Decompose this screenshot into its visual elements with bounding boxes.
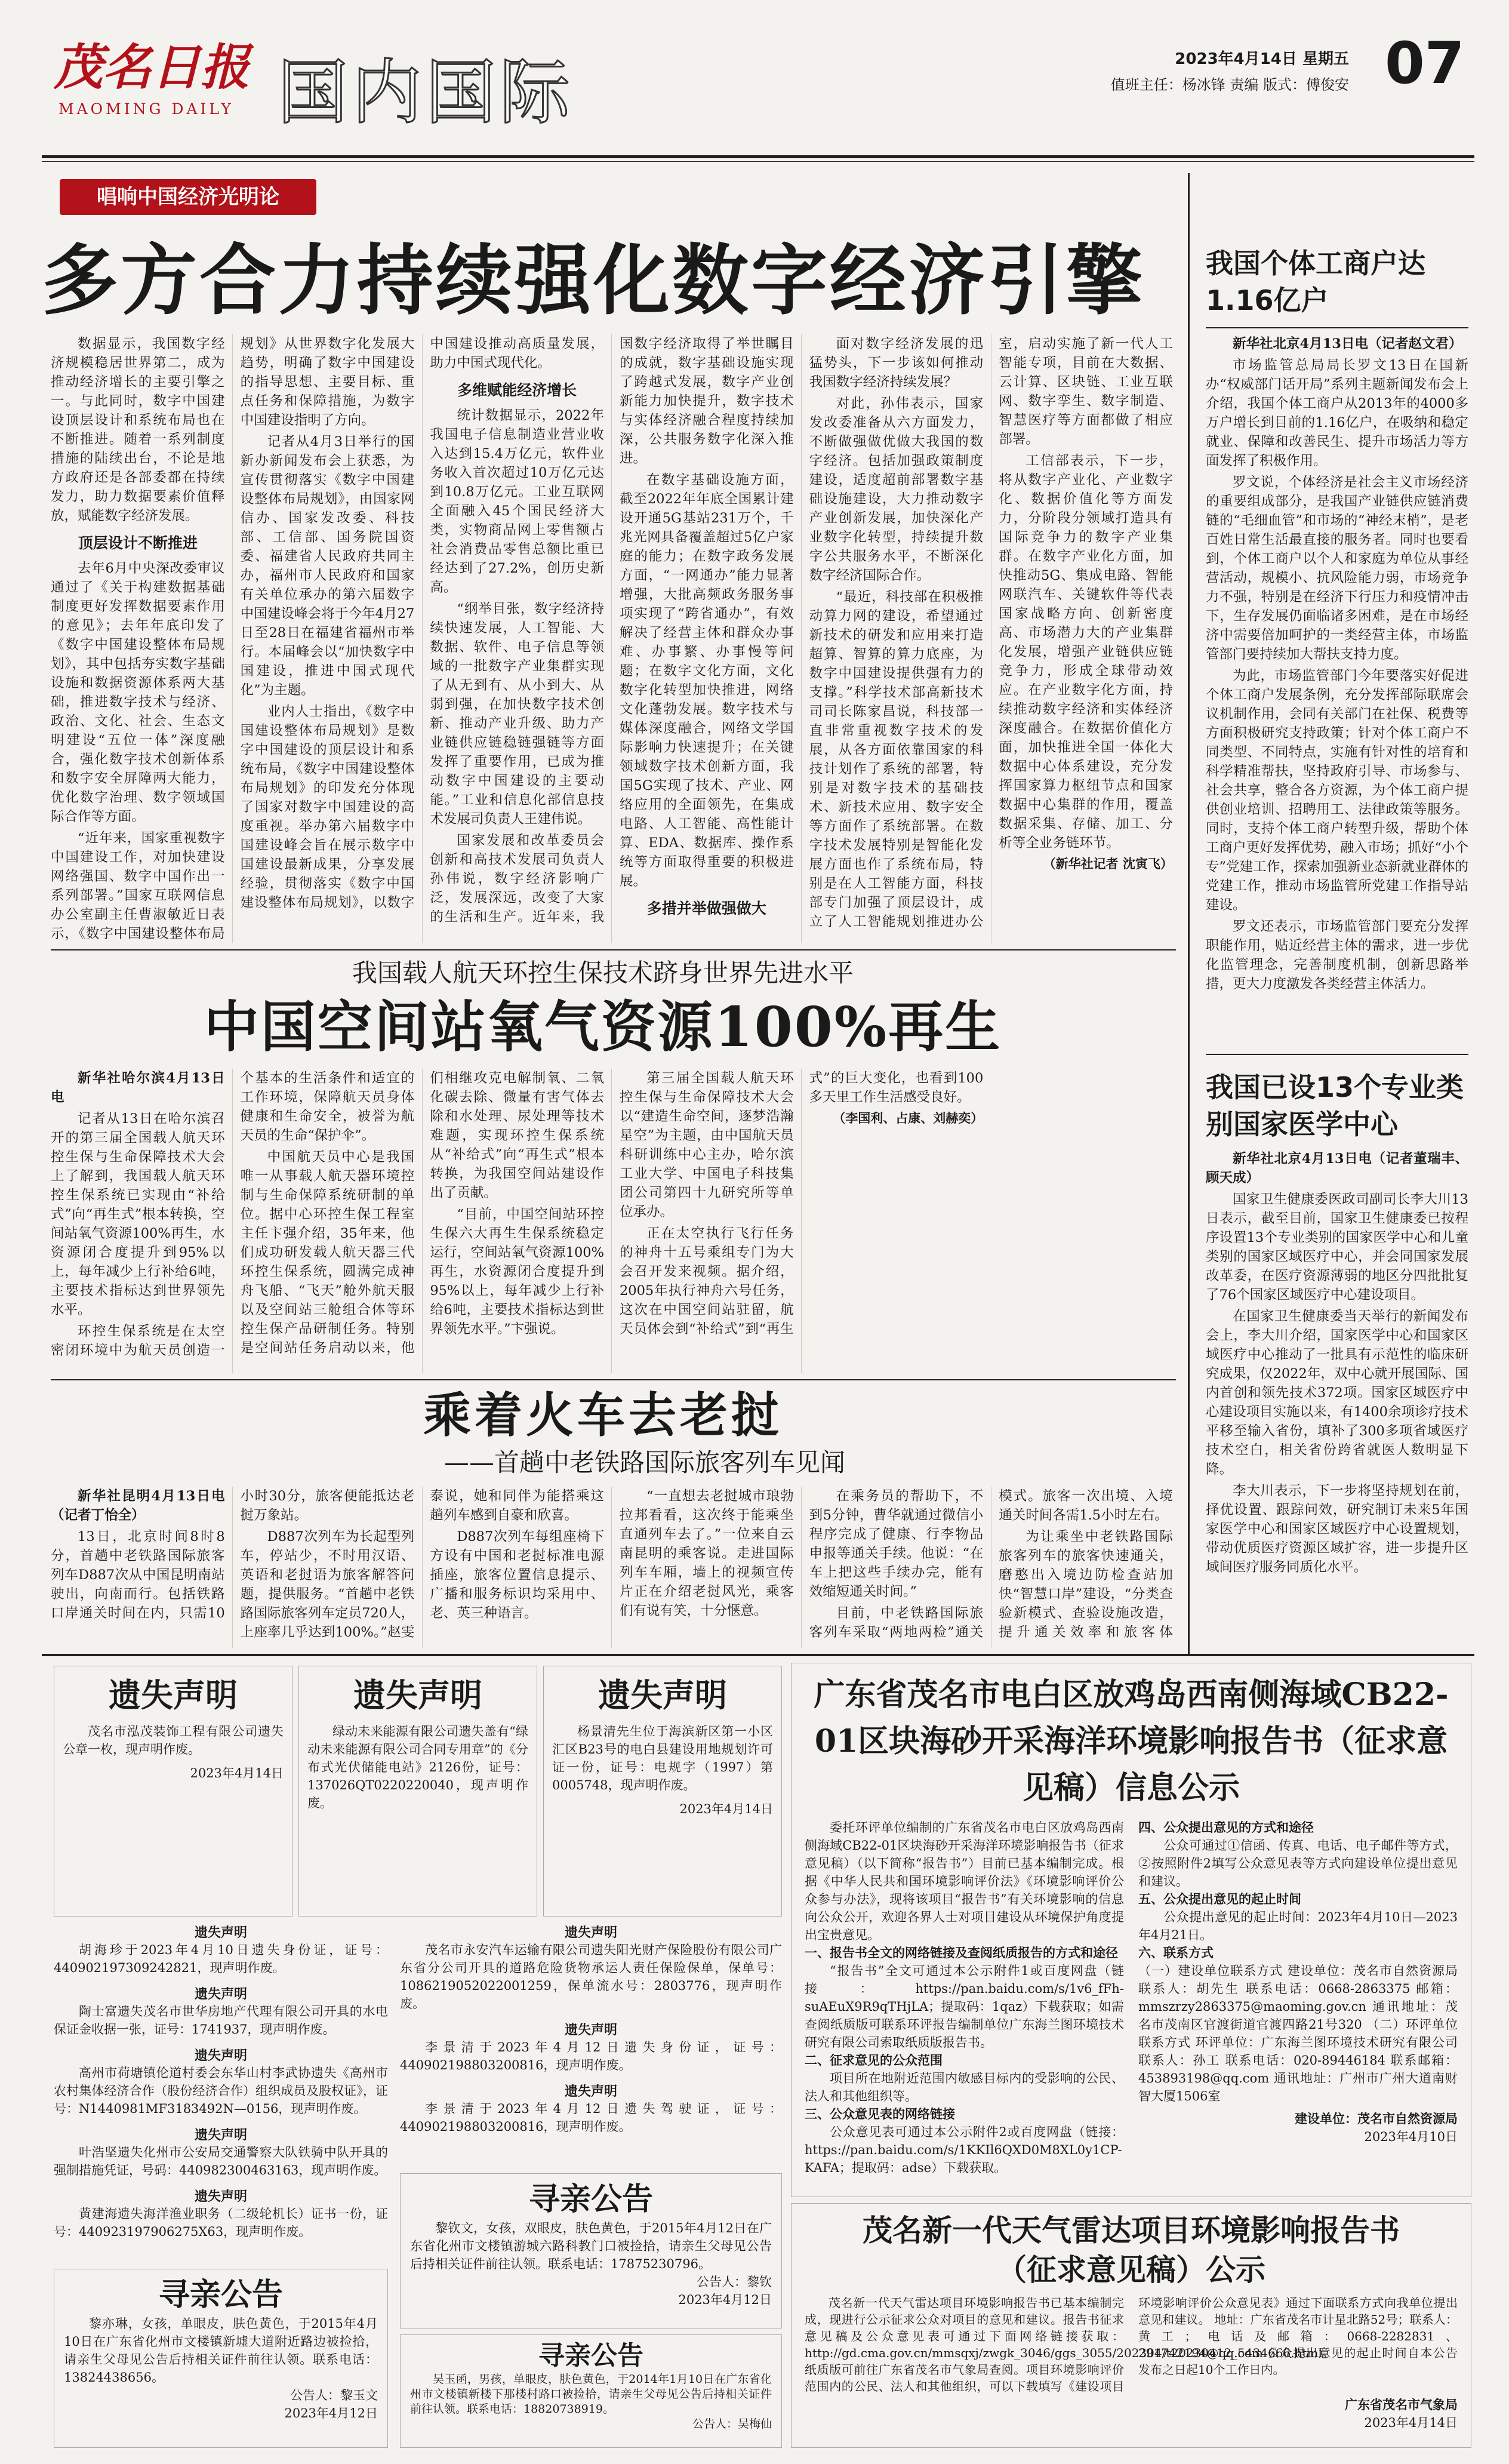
eia-notice-2 <box>791 2203 1471 2448</box>
lead-story-body: 数据显示，我国数字经济规模稳居世界第二，成为推动经济增长的主要引擎之一。与此同时，数字中国建设顶层设计和系统布局也在不断推进。随着一系列制度措施的陆续出台，不论是地方政府还是各部委都在持续发力，助力数据要素价值释放，赋能数字经济发展。 顶层设计不断推进 去年6月中央深改委审议通过了《关于构建数据基础制度更好发挥数据要素作用的意见》；去年年底印发了《数字中国建设整体布局规划》，其中包括夯实数字基础设施和数据资源体系两大基础，推进数字技术与经济、政治、文化、社会、生态文明建设“五位一体”深度融合，强化数字技术创新体系和数字安全屏障两大能力，优化数字治理、数字领域国际合作等方面。 “近年来，国家重视数字中国建设工作，对加快建设网络强国、数字中国作出一系列部署。”国家互联网信息办公室副主任曹淑敏近日表示，《数字中国建设整体布局规划》从世界数字化发展大趋势，明确了数字中国建设的指导思想、主要目标、重点任务和保障措施，为数字中国建设指明了方向。 记者从4月3日举行的国新办新闻发布会上获悉，为宣传贯彻落实《数字中国建设整体布局规划》，由国家网信办、国家发改委、科技部、工信部、国务院国资委、福建省人民政府共同主办，福州市人民政府和国家有关单位承办的第六届数字中国建设峰会将于今年4月27日至28日在福建省福州市举行。本届峰会以“加快数字中国建设，推进中国式现代化”为主题。 业内人士指出，《数字中国建设整体布局规划》是数字中国建设的顶层设计和系统布局，《数字中国建设整体布局规划》的印发充分体现了国家对数字中国建设的高度重视。举办第六届数字中国建设峰会旨在展示数字中国建设最新成果，分享发展经验，贯彻落实《数字中国建设整体布局规划》，以数字中国建设推动高质量发展，助力中国式现代化。 多维赋能经济增长 统计数据显示，2022年我国电子信息制造业营业收入达到15.4万亿元，软件业务收入首次超过10万亿元达到10.8万亿元。工业互联网全面融入45个国民经济大类，实物商品网上零售额占社会消费品零售总额比重已经达到了27.2%，创历史新高。 “纲举目张，数字经济持续快速发展，人工智能、大数据、软件、电子信息等领域的一批数字产业集群实现了从无到有、从小到大、从弱到强，在加快数字技术创新、推动产业升级、助力产业链供应链稳链强链等方面发挥了重要作用，已成为推动数字中国建设的主要动能。”工业和信息化部信息技术发展司负责人王建伟说。 国家发展和改革委员会创新和高技术发展司负责人孙伟说，数字经济影响广泛，发展深远，改变了大家的生活和生产。近年来，我国数字经济取得了举世瞩目的成就，数字基础设施实现了跨越式发展，数字产业创新能力加快提升，数字技术与实体经济融合程度持续加深，公共服务数字化深入推进。 在数字基础设施方面，截至2022年年底全国累计建设开通5G基站231万个，千兆光网具备覆盖超过5亿户家庭的能力；在数字政务发展方面，“一网通办”能力显著增强，大批高频政务服务事项实现了“跨省通办”，有效解决了经营主体和群众办事难、办事繁、办事慢等问题；在数字文化方面，文化数字化转型加快推进，网络文化蓬勃发展。数字技术与媒体深度融合，网络文学国际影响力快速提升；在关键领域数字技术创新方面，我国5G实现了技术、产业、网络应用的全面领先，在集成电路、人工智能、高性能计算、EDA、数据库、操作系统等方面取得重要的积极进展。 多措并举做强做大 面对数字经济发展的迅猛势头，下一步该如何推动我国数字经济持续发展？ 对此，孙伟表示，国家发改委准备从六方面发力，不断做强做优做大我国的数字经济。包括加强政策制度建设，适度超前部署数字基础设施建设，大力推动数字产业创新发展，加快深化产业数字化转型，持续提升数字公共服务水平，不断深化数字经济国际合作。 “最近，科技部在积极推动算力网的建设，希望通过新技术的研发和应用来打造超算、智算的算力底座，为数字中国建设提供强有力的支撑。”科学技术部高新技术司司长陈家昌说，科技部一直非常重视数字技术的发展，从各方面依靠国家的科技计划作了系统的部署，特别是对数字技术的基础技术、新技术应用、数字安全等方面作了系统部署。在数字技术发展特别是智能化发展方面也作了系统布局，特别是在人工智能方面，科技部专门加强了顶层设计，成立了人工智能规划推进办公室，启动实施了新一代人工智能专项，目前在大数据、云计算、区块链、工业互联网、数字孪生、数字制造、智慧医疗等方面都做了相应部署。 工信部表示，下一步，将从数字产业化、产业数字化、数据价值化等方面发力，分阶段分领域打造具有国际竞争力的数字产业集群。在数字产业化方面，加快推动5G、集成电路、智能网联汽车、关键软件等代表国家战略方向、创新密度高、市场潜力大的产业集群化发展，增强产业链供应链竞争力，形成全球带动效应。在产业数字化方面，持续推动数字经济和实体经济深度融合。在数据价值化方面，加快推进全国一体化大数据中心体系建设，充分发挥国家算力枢纽节点和国家数据中心集群的作用，覆盖数据采集、存储、加工、分析等全业务链环节。 （新华社记者 沈寅飞） <box>51 336 1173 942</box>
section-rule <box>51 1379 1176 1380</box>
lead-headline: 多方合力持续强化数字经济引擎 <box>42 236 1145 325</box>
lost-notices-middle <box>400 1922 782 2167</box>
notice-body: 高州市荷塘镇伦道村委会东华山村李武协遗失《高州市农村集体经济合作（股份经济合作）组织成员及股权证》，证号：N1440981MF3183492N—0156，现声明作废。 <box>54 2066 388 2116</box>
subhead: 多措并举做强做大 <box>646 900 766 917</box>
notice-title: 遗失声明 <box>564 2084 617 2099</box>
eia-intro: 委托环评单位编制的广东省茂名市电白区放鸡岛西南侧海域CB22-01区块海砂开采海洋环境影响报告书（征求意见稿）（以下简称“报告书”）目前已基本编制完成。根据《中华人民共和国环境影响评价法》《环境影响评价公众参与办法》，现将该项目“报告书”有关环境影响的信息向公众公开，欢迎各界人士对项目建设从环境保护角度提出宝贵意见。 <box>805 1820 1124 1942</box>
seek-family-notice <box>400 2173 782 2328</box>
editor-credits: 值班主任：杨冰锋 责编 版式：傅俊安 <box>1110 76 1349 93</box>
notice-title: 遗失声明 <box>598 1676 727 1714</box>
eia-date: 2023年4月14日 <box>1364 2416 1458 2430</box>
eia-item-text: （一）建设单位联系方式 建设单位：茂名市自然资源局 联系人：胡先生 联系电话：0668-2863375 邮箱：mmszrzy2863375@maoming.gov.cn 通讯地址：茂名市茂南区官渡街道官渡四路21号320 （二）环评单位联系方式 环评单位：广东海兰图环境技术研究有限公司 联系人：孙工 联系电话：020-89446184 联系邮箱：453893198@qq.com 通讯地址：广州市广州大道南财智大厦1506室 <box>1138 1964 1458 2103</box>
notice-body: 茂名市泓茂装饰工程有限公司遗失公章一枚，现声明作废。 <box>63 1724 284 1757</box>
lost-notice-box <box>543 1666 782 1917</box>
notice-body: 李景清于2023年4月12日遗失驾驶证，证号：440902198803200816，现声明作废。 <box>400 2102 782 2134</box>
notice-body: 黎钦文，女孩，双眼皮，肤色黄色，于2015年4月12日在广东省化州市文楼镇游城六路科教门口被捡拾，请亲生父母见公告后持相关证件前往认领。联系电话：17875230796。 <box>410 2221 772 2271</box>
notice-title: 遗失声明 <box>194 2189 247 2204</box>
page-number: 07 <box>1385 30 1465 97</box>
notice-body: 胡海珍于2023年4月10日遗失身份证，证号：440902197309242821，现声明作废。 <box>54 1943 388 1975</box>
sidebar-story-1: 新华社北京4月13日电（记者赵文君） 市场监管总局局长罗文13日在国新办“权威部门话开局”系列主题新闻发布会上介绍，我国个体工商户从2013年的4000多万户增长到目前的1.16亿户，在吸纳和稳定就业、保障和改善民生、提升市场活力等方面发挥了积极作用。 罗文说，个体经济是社会主义市场经济的重要组成部分，是我国产业链供应链消费链的“毛细血管”和市场的“神经末梢”，是老百姓日常生活最直接的服务者。同时也要看到，个体工商户以个人和家庭为单位从事经营活动，规模小、抗风险能力弱，市场竞争力不强，特别是在经济下行压力和疫情冲击下，生存发展仍面临诸多困难，是在市场经济中需要倍加呵护的一类经营主体，市场监管部门要持续加大帮扶支持力度。 为此，市场监管部门今年要落实好促进个体工商户发展条例，充分发挥部际联席会议机制作用，会同有关部门在社保、税费等方面积极研究支持政策；针对个体工商户不同类型、不同特点，实施有针对性的培育和科学精准帮扶，坚持政府引导、市场参与、社会共享，整合各方资源，为个体工商户提供创业培训、招聘用工、法律政策等服务。同时，支持个体工商户转型升级，帮助个体工商户更好发挥优势，融入市场；抓好“小个专”党建工作，探索加强新业态新就业群体的党建工作，推动市场监管所党建工作指导站建设。 罗文还表示，市场监管部门要充分发挥职能作用，贴近经营主体的需求，进一步优化监管理念，完善制度机制，创新思路举措，更大力度激发各类经营主体活力。 <box>1206 336 1468 992</box>
notice-body: 黄建海遗失海洋渔业职务（二级轮机长）证书一份，证号：440923197906275X63，现声明作废。 <box>54 2207 388 2239</box>
notice-title: 寻亲公告 <box>528 2182 653 2217</box>
lost-notice-box <box>298 1666 537 1917</box>
train-headline: 乘着火车去老挝 <box>423 1387 783 1443</box>
eia-body: 茂名新一代天气雷达项目环境影响报告书已基本编制完成，现进行公示征求公众对项目的意见和建议。报告书征求意见稿及公众意见表可通过下面网络链接获取：http://gd.cma.gov.cn/mmsqxj/zwgk_3046/ggs_3055/202304/t20230412_5434666.html。纸质版可前往广东省茂名市气象局查阅。项目环境影响评价范围内的公民、法人和其他组织，可以下载填写《建设项目环境影响评价公众意见表》通过下面联系方式向我单位提出意见和建议。 地址：广东省茂名市计星北路52号；联系人：黄工；电话及邮箱：0668-2282831、291742194@qq.com 公众提出意见的起止时间自本公告发布之日起10个工作日内。 <box>805 2296 1458 2394</box>
ads-rule <box>42 1654 1474 1656</box>
notice-body: 陶士富遗失茂名市世华房地产代理有限公司开具的水电保证金收据一张，证号：1741937，现声明作废。 <box>54 2004 388 2037</box>
eia-item-head: 二、征求意见的公众范围 <box>805 2053 943 2068</box>
lost-notice-box <box>54 1666 292 1917</box>
space-station-story: 新华社哈尔滨4月13日电 记者从13日在哈尔滨召开的第三届全国载人航天环控生保与生命保障技术大会上了解到，我国载人航天环控生保系统已实现由“补给式”向“再生式”根本转换，空间站氧气资源100%再生，水资源闭合度提升到95%以上，每年减少上行补给6吨，主要技术指标达到世界领先水平。 环控生保系统是在太空密闭环境中为航天员创造一个基本的生活条件和适宜的工作环境，保障航天员身体健康和生命安全，被誉为航天员的生命“保护伞”。 中国航天员中心是我国唯一从事载人航天器环境控制与生命保障系统研制的单位。据中心环控生保工程室主任卞强介绍，35年来，他们成功研发载人航天器三代环控生保系统，圆满完成神舟飞船、“飞天”舱外航天服以及空间站三舱组合体等环控生保产品研制任务。特别是空间站任务启动以来，他们相继攻克电解制氧、二氧化碳去除、微量有害气体去除和水处理、尿处理等技术难题，实现环控生保系统从“补给式”向“再生式”根本转换，为我国空间站建设作出了贡献。 “目前，中国空间站环控生保六大再生生保系统稳定运行，空间站氧气资源100%再生，水资源闭合度提升到95%以上，每年减少上行补给6吨，主要技术指标达到世界领先水平。”卞强说。 第三届全国载人航天环控生保与生命保障技术大会以“建造生命空间，逐梦浩瀚星空”为主题，由中国航天员科研训练中心主办，哈尔滨工业大学、中国电子科技集团公司第四十九研究所等单位承办。 正在太空执行飞行任务的神舟十五号乘组专门为大会召开发来视频。据介绍，2005年执行神舟六号任务，这次在中国空间站驻留，航天员体会到“补给式”到“再生式”的巨大变化，也看到100多天里工作生活感受良好。 （李国利、占康、刘赫奕） <box>51 1070 984 1358</box>
lost-notices-left <box>54 1922 388 2263</box>
subhead: 顶层设计不断推进 <box>78 534 198 552</box>
notice-signer: 公告人：吴梅仙 <box>692 2417 772 2431</box>
eia-item-text: “报告书”全文可通过本公示附件1或百度网盘（链接：https://pan.baidu.com/s/1v6_fFh-suAEuX9R9qTHjLA；提取码：1qaz）下载获取；如需查阅纸质版可联系环评报告编制单位广东海兰图环境技术研究有限公司索取纸质版报告书。 <box>805 1964 1124 2050</box>
eia-notice-1 <box>791 1663 1471 2197</box>
notice-title: 遗失声明 <box>564 1925 617 1940</box>
eia-title: 茂名新一代天气雷达项目环境影响报告书（征求意见稿）公示 <box>863 2213 1400 2287</box>
notice-title: 遗失声明 <box>194 1987 247 2002</box>
eia-signer: 广东省茂名市气象局 <box>1345 2397 1458 2412</box>
eia-item-head: 四、公众提出意见的方式和途径 <box>1138 1820 1314 1835</box>
notice-body: 李景清于2023年4月12日遗失身份证，证号：440902198803200816，现声明作废。 <box>400 2040 782 2072</box>
notice-date: 2023年4月12日 <box>678 2293 772 2307</box>
notice-body: 茂名市永安汽车运输有限公司遗失阳光财产保险股份有限公司广东省分公司开具的道路危险货物承运人责任保险保单，保单号：1086219052022001259，保单流水号：2803776，现声明作废。 <box>400 1943 782 2011</box>
masthead-rule <box>42 155 1474 158</box>
sidebar-rule <box>1206 1054 1468 1055</box>
seek-family-notice <box>400 2334 782 2448</box>
seek-family-notice <box>54 2269 388 2448</box>
byline: （李国利、占康、刘赫奕） <box>833 1111 984 1125</box>
notice-title: 遗失声明 <box>109 1676 238 1714</box>
story-headline: 中国空间站氧气资源100%再生 <box>204 995 1002 1059</box>
notice-body: 叶浩坚遗失化州市公安局交通警察大队铁骑中队开具的强制措施凭证，号码：440982300463163，现声明作废。 <box>54 2145 388 2177</box>
sidebar-rule <box>1206 327 1468 328</box>
sidebar-headline-1: 我国个体工商户达1.16亿户 <box>1206 247 1425 316</box>
eia-item-head: 三、公众意见表的网络链接 <box>805 2106 955 2121</box>
eia-title: 广东省茂名市电白区放鸡岛西南侧海域CB22-01区块海砂开采海洋环境影响报告书（征求意见稿）信息公示 <box>814 1676 1449 1806</box>
section-rule <box>51 949 1176 950</box>
issue-date: 2023年4月14日 星期五 <box>1175 50 1349 68</box>
eia-item-text: 公众意见表可通过本公示附件2或百度网盘（链接：https://pan.baidu.com/s/1KKIl6QXD0M8XL0y1CP-KAFA；提取码：adse）下载获取。 <box>805 2125 1124 2175</box>
notice-title: 遗失声明 <box>564 2023 617 2038</box>
newspaper-logo: 茂名日报 <box>54 39 250 96</box>
masthead-rule-thin <box>42 161 1474 162</box>
notice-body: 杨景清先生位于海滨新区第一小区汇区B23号的电白县建设用地规划许可证一份，证号：电规字（1997）第0005748，现声明作废。 <box>552 1724 773 1792</box>
notice-title: 遗失声明 <box>194 2048 247 2063</box>
notice-title: 寻亲公告 <box>538 2340 643 2371</box>
sidebar-headline-2: 我国已设13个专业类别国家医学中心 <box>1206 1071 1464 1140</box>
subhead: 多维赋能经济增长 <box>457 382 577 399</box>
notice-date: 2023年4月14日 <box>190 1766 284 1780</box>
notice-date: 2023年4月14日 <box>679 1802 773 1816</box>
eia-item-head: 五、公众提出意见的起止时间 <box>1138 1891 1301 1906</box>
byline: （新华社记者 沈寅飞） <box>1043 856 1173 871</box>
section-title: 国内国际 <box>278 51 574 134</box>
train-story: 新华社昆明4月13日电（记者丁怡全） 13日，北京时间8时8分，首趟中老铁路国际旅客列车D887次从中国昆明南站驶出，向南而行。包括铁路口岸通关时间在内，只需10小时30分，旅客便能抵达老挝万象站。 D887次列车为长起型列车，停站少，不时用汉语、英语和老挝语为旅客解答问题，提供服务。“首趟中老铁路国际旅客列车定员720人，上座率几乎达到100%。”赵雯泰说，她和同伴为能搭乘这趟列车感到自豪和欣喜。 D887次列车每组座椅下方设有中国和老挝标准电源插座，旅客位置信息提示、广播和服务标识均采用中、老、英三种语言。 “一直想去老挝城市琅勃拉邦看看，这次终于能乘坐直通列车去了。”一位来自云南昆明的乘客说。走进国际列车车厢，墙上的视频宣传片正在介绍老挝风光，乘客们有说有笑，十分惬意。 在乘务员的帮助下，不到5分钟，曹华就通过微信小程序完成了健康、行李物品申报等通关手续。他说：“在车上把这些手续办完，能有效缩短通关时间。” 目前，中老铁路国际旅客列车采取“两地两检”通关模式。旅客一次出境、入境通关时间各需1.5小时左右。 为让乘坐中老铁路国际旅客列车的旅客快速通关，磨憨出入境边防检查站加快“智慧口岸”建设，“分类查验新模式、查验设施改造，提升通关效率和旅客体 <box>51 1488 1173 1640</box>
notice-signer: 公告人：黎钦 <box>697 2275 772 2289</box>
notice-title: 遗失声明 <box>353 1676 482 1714</box>
masthead <box>42 24 1474 155</box>
eia-item-head: 一、报告书全文的网络链接及查阅纸质报告的方式和途径 <box>805 1945 1118 1960</box>
eia-item-head: 六、联系方式 <box>1138 1945 1214 1960</box>
eia-item-text: 公众可通过①信函、传真、电话、电子邮件等方式，②按照附件2填写公众意见表等方式向建设单位提出意见和建议。 <box>1138 1838 1458 1888</box>
eia-item-text: 项目所在地附近范围内敏感目标内的受影响的公民、法人和其他组织等。 <box>805 2071 1124 2103</box>
notice-date: 2023年4月12日 <box>284 2406 378 2420</box>
notice-signer: 公告人：黎玉文 <box>290 2388 378 2403</box>
notice-body: 绿动未来能源有限公司遗失盖有“绿动未来能源有限公司合同专用章”的《分布式光伏储能电站》2126份，证号：137026QT0220220040，现声明作废。 <box>307 1724 528 1810</box>
column-kicker-badge: 唱响中国经济光明论 <box>60 179 316 215</box>
notice-title: 寻亲公告 <box>158 2277 283 2313</box>
notice-title: 遗失声明 <box>194 2128 247 2143</box>
sidebar-story-2: 新华社北京4月13日电（记者董瑞丰、顾天成） 国家卫生健康委医政司副司长李大川13日表示，截至目前，国家卫生健康委已按程序设置13个专业类别的国家医学中心和儿童类别的国家区域医疗中心，并会同国家发展改革委，在医疗资源薄弱的地区分四批批复了76个国家区域医疗中心建设项目。 在国家卫生健康委当天举行的新闻发布会上，李大川介绍，国家医学中心和国家区域医疗中心推动了一批具有示范性的临床研究成果，仅2022年，双中心就开展国际、国内首创和领先技术372项。国家区域医疗中心建设项目实施以来，有1400余项诊疗技术平移至输入省份，填补了300多项省域医疗技术空白，相关省份跨省就医人数明显下降。 李大川表示，下一步将坚持规划在前，择优设置、跟踪问效，研究制订未来5年国家医学中心和国家区域医疗中心设置规划，带动优质医疗资源区域扩容，进一步提升区域间医疗服务同质化水平。 <box>1206 1151 1468 1575</box>
eia-date: 2023年4月10日 <box>1364 2130 1458 2144</box>
notice-body: 黎亦琳，女孩，单眼皮，肤色黄色，于2015年4月10日在广东省化州市文楼镇新墟大道附近路边被捡拾，请亲生父母见公告后持相关证件前往认领。联系电话：13824438656。 <box>64 2317 378 2385</box>
train-subhead: ——首趟中老铁路国际旅客列车见闻 <box>444 1448 845 1477</box>
story-kicker: 我国载人航天环控生保技术跻身世界先进水平 <box>352 958 854 988</box>
eia-signer: 建设单位：茂名市自然资源局 <box>1295 2111 1458 2126</box>
notice-body: 吴玉函，男孩，单眼皮，肤色黄色，于2014年1月10日在广东省化州市文楼镇新楼下那楼村路口被捡拾，请亲生父母见公告后持相关证件前往认领。联系电话：18820738919。 <box>410 2373 772 2416</box>
eia-item-text: 公众提出意见的起止时间：2023年4月10日—2023年4月21日。 <box>1138 1910 1458 1942</box>
newspaper-logo-en: MAOMING DAILY <box>58 100 234 118</box>
notice-title: 遗失声明 <box>194 1925 247 1940</box>
right-column-rule <box>1188 173 1190 1654</box>
